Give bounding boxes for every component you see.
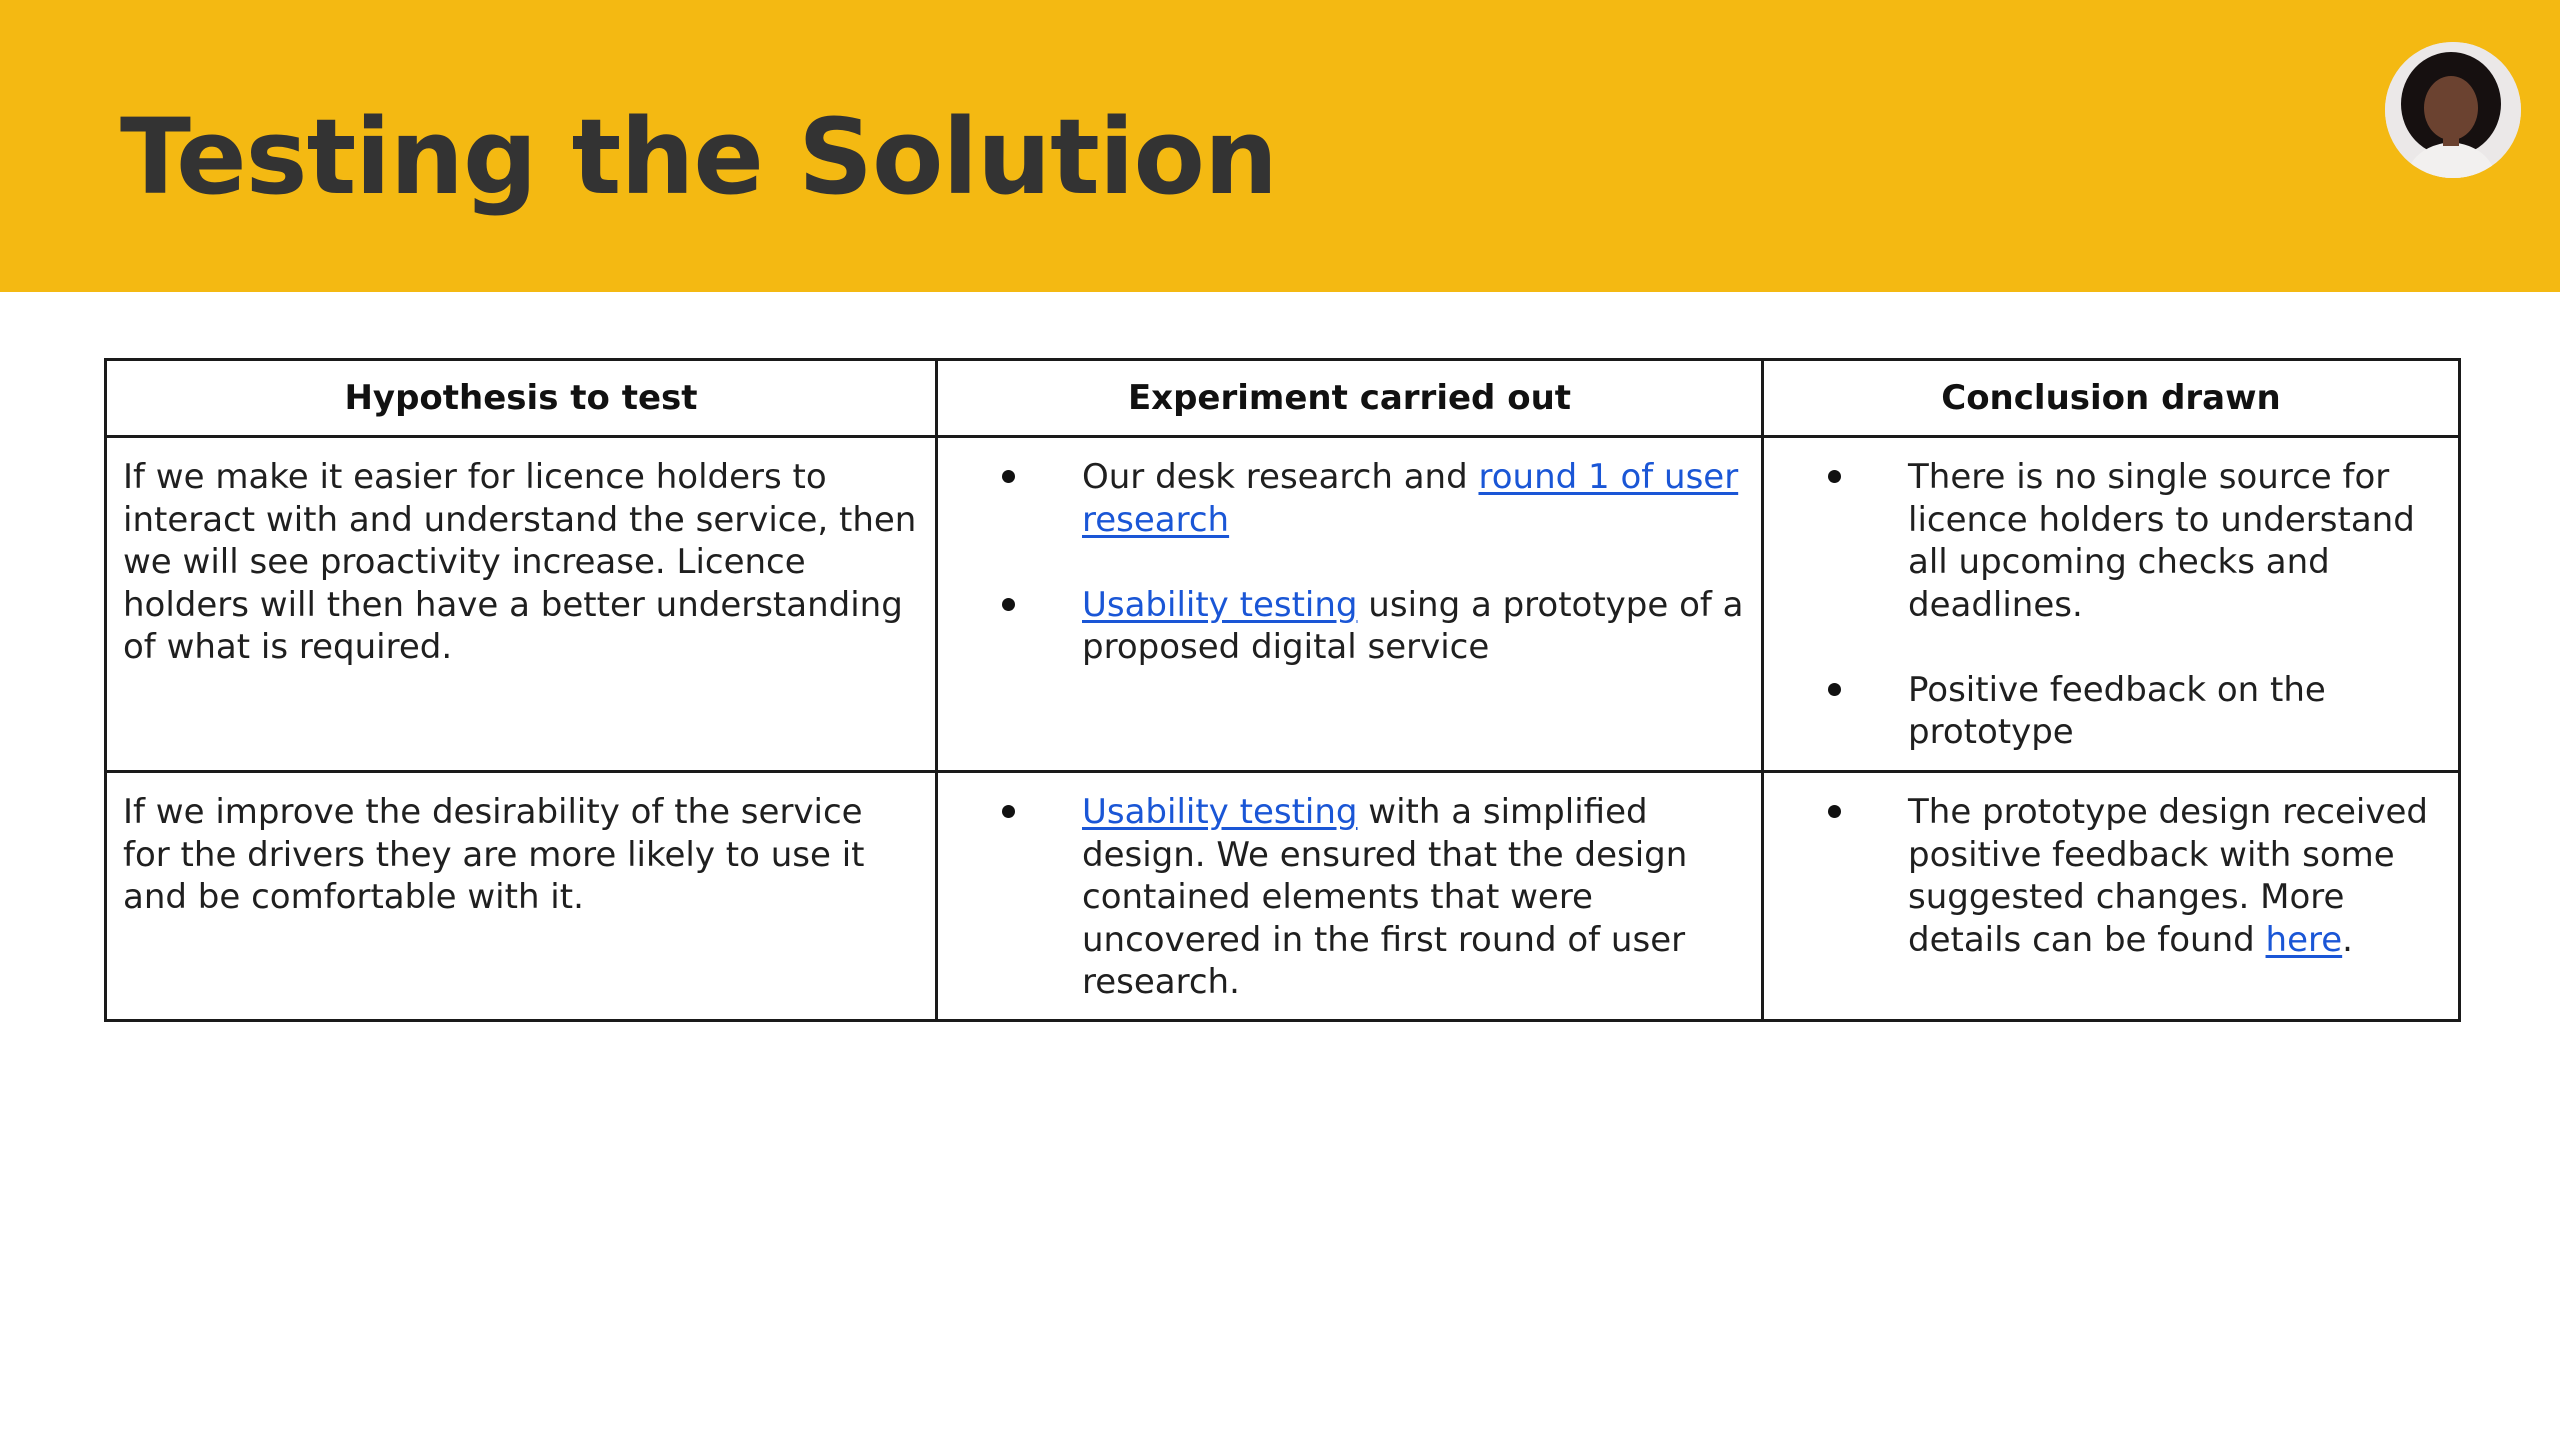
conclusion-list <box>1764 438 2458 754</box>
header-experiment: Experiment carried out <box>937 360 1763 437</box>
experiment-list <box>938 773 1761 1004</box>
item-text-after: with a simplified design. We ensured that the design contained elements that were uncovered in the first round of user research. <box>1082 792 1688 1002</box>
item-text-after: using a prototype of a proposed digital service <box>1082 584 1744 667</box>
item-text: Positive feedback on the prototype <box>1908 669 2326 752</box>
list-item <box>938 791 1747 1004</box>
item-text: There is no single source for licence holders to understand all upcoming checks and deadlines. <box>1908 457 2415 625</box>
list-item <box>1764 791 2444 961</box>
item-text: Our desk research and <box>1082 457 1479 497</box>
slide-title: Testing the Solution <box>120 96 1278 218</box>
experiment-cell <box>937 437 1763 772</box>
experiment-list <box>938 438 1761 669</box>
conclusion-cell <box>1763 437 2460 772</box>
header-conclusion: Conclusion drawn <box>1763 360 2460 437</box>
bullet-icon <box>1002 805 1015 818</box>
list-item <box>938 584 1747 669</box>
table-row <box>106 437 2460 772</box>
bullet-icon <box>1828 805 1841 818</box>
here-link[interactable]: here <box>2265 919 2343 960</box>
bullet-icon <box>1002 470 1015 483</box>
conclusion-list <box>1764 773 2458 961</box>
usability-testing-link[interactable]: Usability testing <box>1082 792 1358 832</box>
list-item <box>1764 456 2444 626</box>
bullet-icon <box>1828 470 1841 483</box>
bullet-icon <box>1828 683 1841 696</box>
hypothesis-cell <box>106 772 937 1021</box>
hypothesis-cell <box>106 437 937 772</box>
presenter-avatar <box>2385 42 2521 178</box>
list-item <box>938 456 1747 541</box>
header-band <box>0 0 2560 292</box>
hypothesis-table <box>104 358 2461 1022</box>
hypothesis-text: If we improve the desirability of the service for the drivers they are more likely to use it and be comfortable with it. <box>123 792 865 917</box>
list-item <box>1764 669 2444 754</box>
hypothesis-text: If we make it easier for licence holders to interact with and understand the service, then we will see proactivity increase. Licence holders will then have a better understanding of what is required. <box>123 457 917 667</box>
usability-testing-link[interactable]: Usability testing <box>1082 584 1358 625</box>
item-text-after: . <box>2342 919 2353 960</box>
table-header-row <box>106 360 2460 437</box>
item-text: The prototype design received positive feedback with some suggested changes. More details can be found <box>1908 792 2428 960</box>
round-1-user-research-link[interactable]: round 1 of user research <box>1082 457 1739 540</box>
experiment-cell <box>937 772 1763 1021</box>
conclusion-cell <box>1763 772 2460 1021</box>
table-row <box>106 772 2460 1021</box>
bullet-icon <box>1002 598 1015 611</box>
header-hypothesis: Hypothesis to test <box>106 360 937 437</box>
